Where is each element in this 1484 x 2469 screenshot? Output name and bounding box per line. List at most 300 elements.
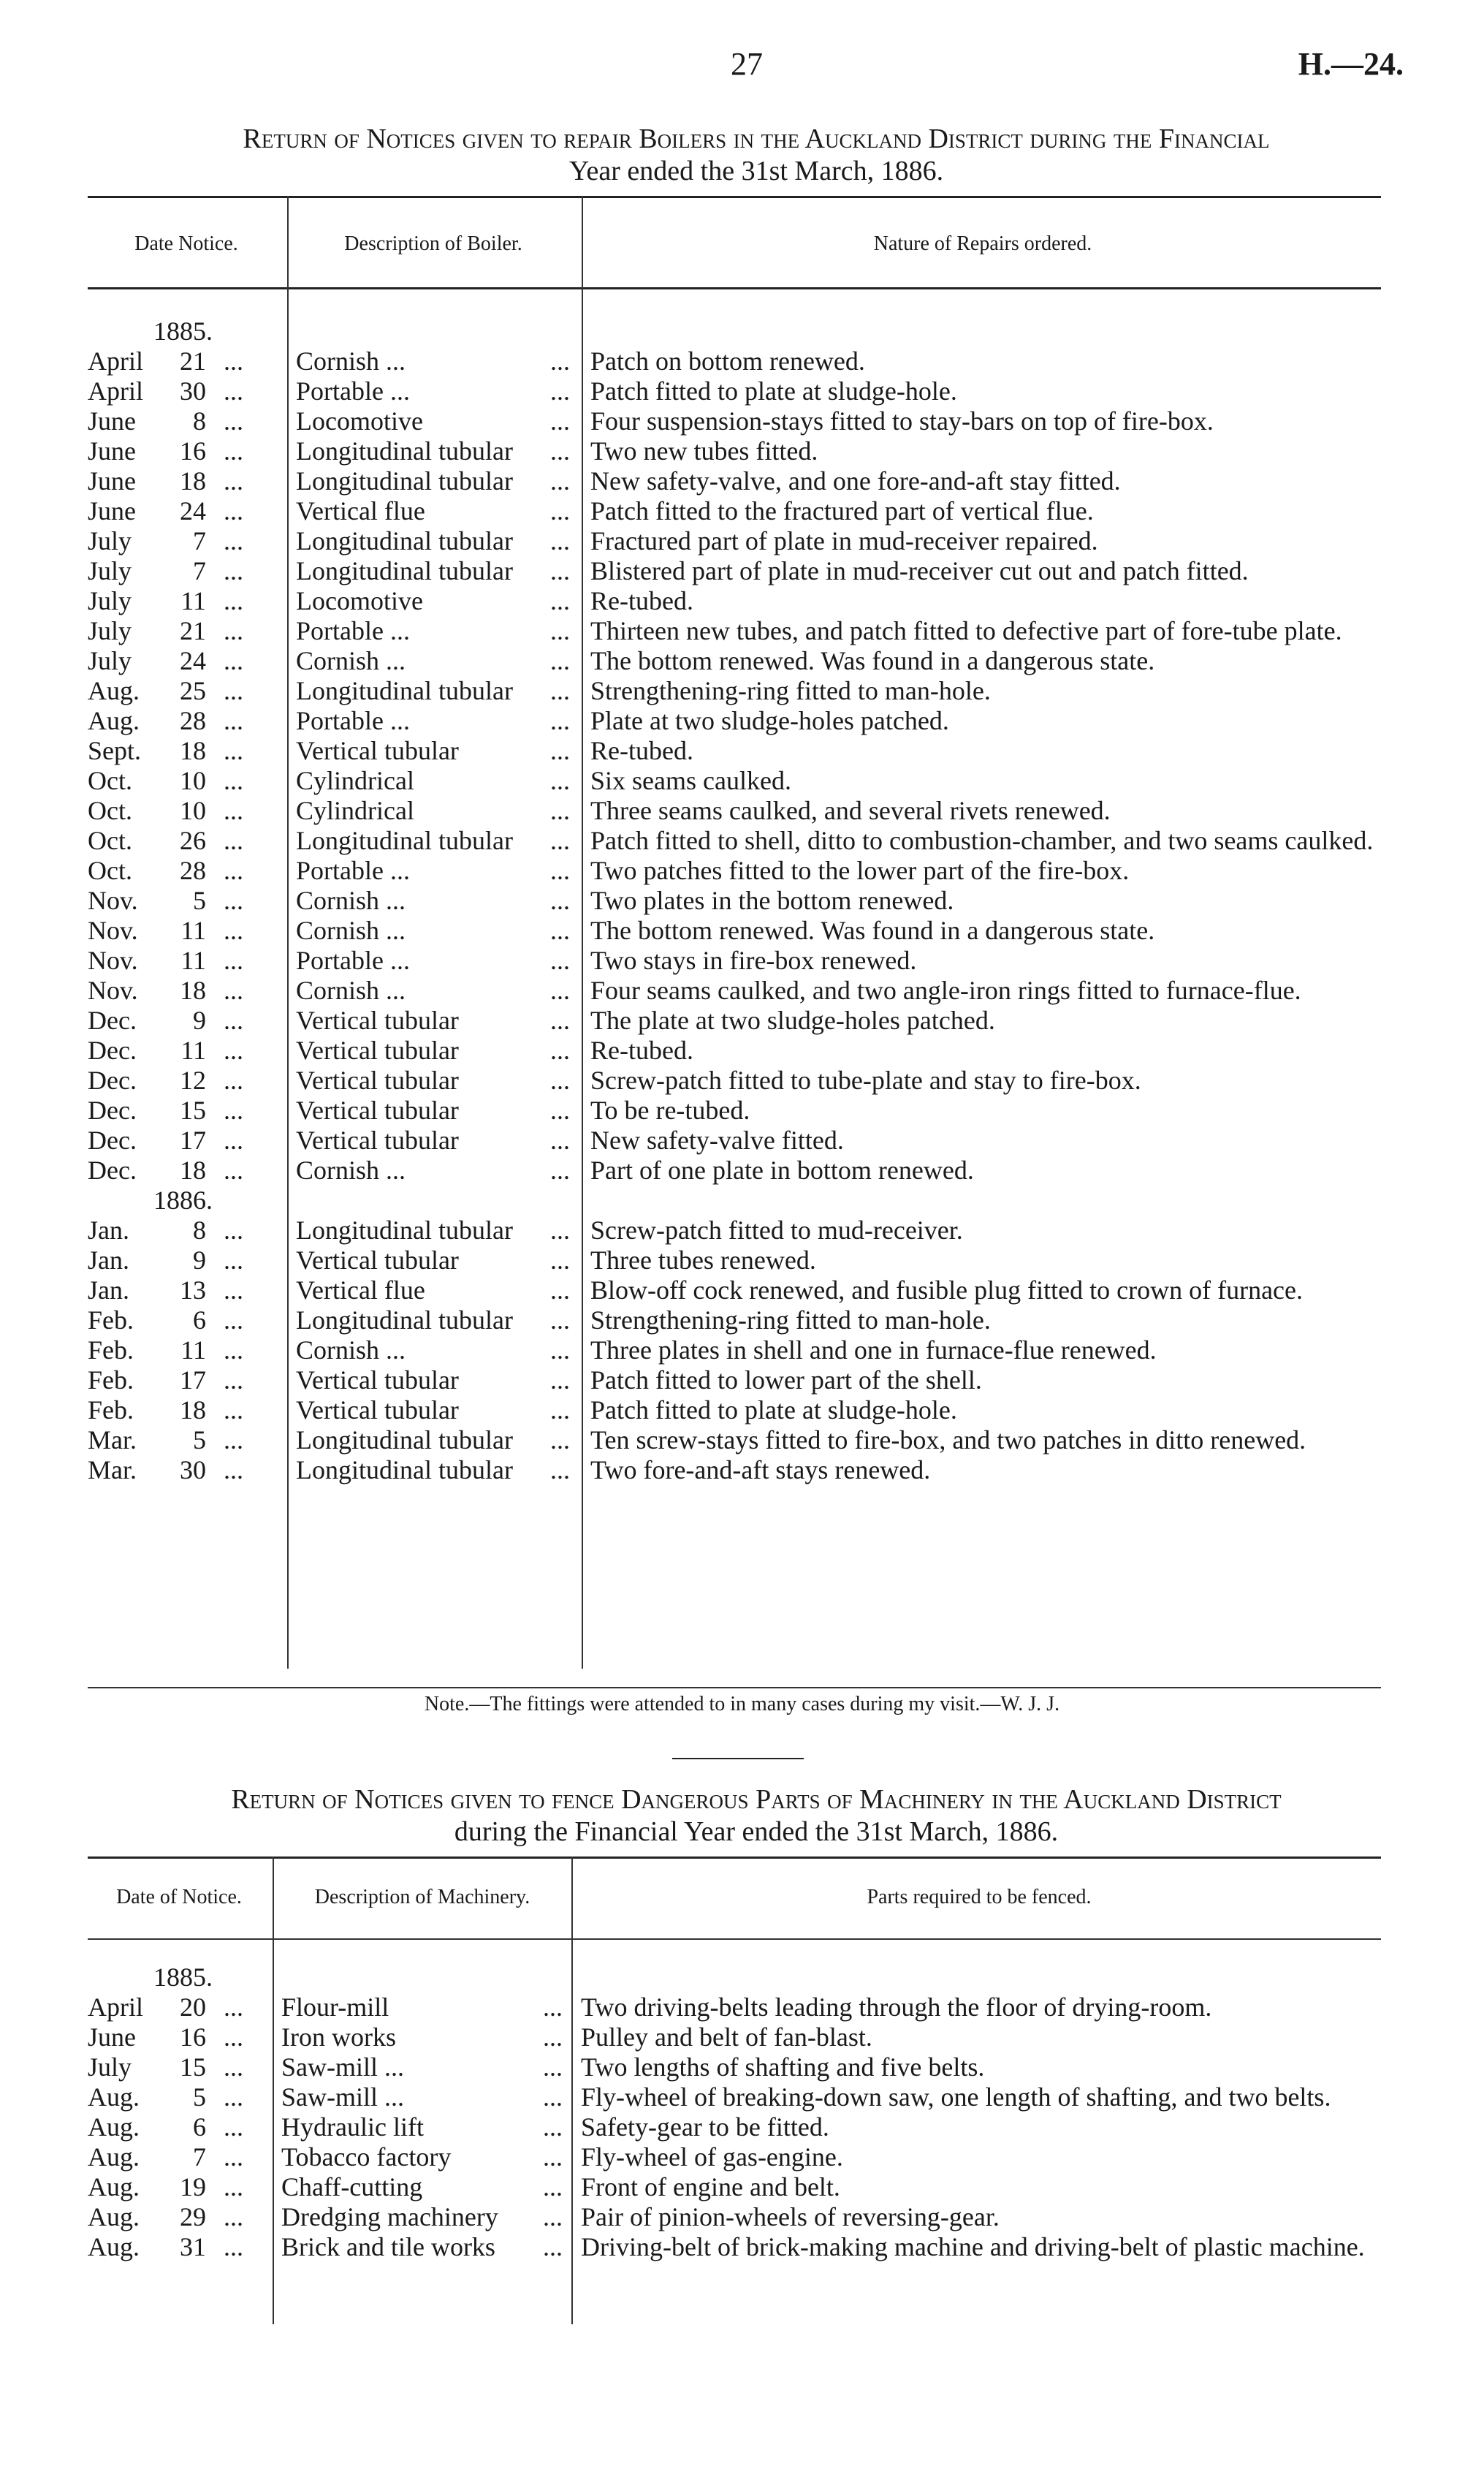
description [296, 976, 570, 1006]
table-row [88, 1126, 1381, 1156]
leader-dots: ... [543, 2142, 563, 2172]
repair-text: Pulley and belt of fan-blast. [581, 2022, 872, 2052]
date-month: Feb. [88, 1335, 134, 1365]
notice-date [88, 676, 278, 706]
date-day: 30 [180, 376, 206, 406]
notice-date [88, 856, 278, 886]
leader-dots: ... [543, 2232, 563, 2261]
date-day: 11 [180, 1036, 206, 1065]
table-row [88, 1365, 1381, 1395]
table-row [88, 1006, 1381, 1036]
table-row [88, 376, 1381, 406]
table-row [88, 1335, 1381, 1365]
date-day: 10 [180, 796, 206, 825]
leader-dots: ... [550, 1275, 570, 1305]
table-row [88, 2112, 1381, 2142]
leader-dots: ... [550, 1305, 570, 1335]
leader-dots: ... [550, 826, 570, 855]
description-text: Longitudinal tubular [296, 1455, 513, 1484]
table-row [88, 616, 1381, 646]
date-month: July [88, 646, 132, 675]
leader-dots: ... [224, 586, 243, 615]
table-row [88, 526, 1381, 556]
description [296, 376, 570, 406]
boilers-table [88, 196, 1381, 1694]
date-month: June [88, 466, 136, 496]
table-row [88, 916, 1381, 946]
leader-dots: ... [224, 2172, 243, 2201]
date-day: 31 [180, 2232, 206, 2261]
table-row [88, 1275, 1381, 1305]
table-row [88, 2172, 1381, 2202]
leader-dots: ... [550, 616, 570, 645]
date-month: Oct. [88, 856, 132, 885]
table-row [88, 1156, 1381, 1186]
leader-dots: ... [224, 736, 243, 765]
leader-dots: ... [543, 2112, 563, 2142]
description [296, 1395, 570, 1425]
description [296, 346, 570, 376]
leader-dots: ... [224, 1096, 243, 1125]
leader-dots: ... [543, 2082, 563, 2112]
leader-dots: ... [224, 1066, 243, 1095]
notice-date [88, 2022, 278, 2052]
notice-date [88, 616, 278, 646]
date-month: July [88, 616, 132, 645]
date-day: 5 [193, 886, 206, 915]
table-row [88, 796, 1381, 826]
leader-dots: ... [224, 1156, 243, 1185]
date-day: 15 [180, 1096, 206, 1125]
description [281, 2082, 563, 2112]
repair-text: Driving-belt of brick-making machine and driving-belt of plastic machine. [581, 2232, 1365, 2261]
description-text: Cornish ... [296, 916, 406, 945]
leader-dots: ... [224, 1395, 243, 1425]
description-text: Vertical tubular [296, 736, 459, 765]
leader-dots: ... [224, 346, 243, 376]
leader-dots: ... [550, 1455, 570, 1484]
repair-text: Two fore-and-aft stays renewed. [590, 1455, 931, 1484]
leader-dots: ... [543, 1992, 563, 2022]
machinery-title [110, 1783, 1403, 1848]
table-row [88, 2232, 1381, 2262]
leader-dots: ... [224, 2082, 243, 2112]
description [296, 1036, 570, 1066]
date-month: Feb. [88, 1395, 134, 1425]
leader-dots: ... [224, 946, 243, 975]
repair-text: Six seams caulked. [590, 766, 791, 795]
leader-dots: ... [224, 886, 243, 915]
leader-dots: ... [224, 2142, 243, 2172]
date-month: Aug. [88, 676, 140, 705]
year-heading: 1886. [153, 1186, 213, 1215]
table-row [88, 2142, 1381, 2172]
leader-dots: ... [224, 436, 243, 466]
leader-dots: ... [550, 586, 570, 615]
leader-dots: ... [550, 466, 570, 496]
repair-text: Screw-patch fitted to tube-plate and stay to fire-box. [590, 1066, 1141, 1095]
table-row [88, 1036, 1381, 1066]
notice-date [88, 1305, 278, 1335]
leader-dots: ... [550, 796, 570, 825]
date-day: 5 [193, 2082, 206, 2112]
notice-date [88, 1156, 278, 1186]
repair-text: Blow-off cock renewed, and fusible plug fitted to crown of furnace. [590, 1275, 1304, 1305]
leader-dots: ... [550, 346, 570, 376]
date-day: 12 [180, 1066, 206, 1095]
repair-text: Strengthening-ring fitted to man-hole. [590, 676, 991, 705]
notice-date [88, 916, 278, 946]
date-day: 18 [180, 736, 206, 765]
leader-dots: ... [224, 976, 243, 1005]
repair-text: The bottom renewed. Was found in a dangerous state. [590, 916, 1155, 945]
repair-text: Three seams caulked, and several rivets renewed. [590, 796, 1111, 825]
machinery-title-line1: Return of Notices given to fence Dangerous Parts of Machinery in the Auckland District [231, 1784, 1282, 1815]
description [296, 496, 570, 526]
description-text: Longitudinal tubular [296, 466, 513, 496]
machinery-col-parts: Parts required to be fenced. [867, 1886, 1092, 1908]
table-row [88, 436, 1381, 466]
notice-date [88, 706, 278, 736]
date-day: 19 [180, 2172, 206, 2201]
table-row [88, 976, 1381, 1006]
repair-text: Patch on bottom renewed. [590, 346, 865, 376]
leader-dots: ... [550, 376, 570, 406]
description-text: Locomotive [296, 586, 423, 615]
description [296, 1126, 570, 1156]
boilers-note: Note.—The fittings were attended to in many cases during my visit.—W. J. J. [424, 1693, 1060, 1715]
description [296, 406, 570, 436]
date-month: June [88, 436, 136, 466]
leader-dots: ... [543, 2052, 563, 2082]
repair-text: Re-tubed. [590, 1036, 693, 1065]
description-text: Cornish ... [296, 886, 406, 915]
description [296, 766, 570, 796]
repair-text: Three tubes renewed. [590, 1245, 816, 1275]
date-day: 26 [180, 826, 206, 855]
notice-date [88, 946, 278, 976]
description-text: Vertical flue [296, 496, 425, 526]
date-day: 17 [180, 1126, 206, 1155]
notice-date [88, 466, 278, 496]
date-day: 13 [180, 1275, 206, 1305]
repair-text: Screw-patch fitted to mud-receiver. [590, 1215, 963, 1245]
leader-dots: ... [550, 736, 570, 765]
description [281, 2202, 563, 2232]
description-text: Saw-mill ... [281, 2052, 404, 2082]
repair-text: Two lengths of shafting and five belts. [581, 2052, 985, 2082]
notice-date [88, 2202, 278, 2232]
leader-dots: ... [224, 796, 243, 825]
date-day: 17 [180, 1365, 206, 1395]
table-row [88, 856, 1381, 886]
date-day: 21 [180, 346, 206, 376]
repair-text: Patch fitted to lower part of the shell. [590, 1365, 982, 1395]
date-day: 16 [180, 2022, 206, 2052]
notice-date [88, 2112, 278, 2142]
notice-date [88, 2142, 278, 2172]
description-text: Vertical tubular [296, 1066, 459, 1095]
date-day: 18 [180, 466, 206, 496]
description [296, 736, 570, 766]
leader-dots: ... [550, 886, 570, 915]
description [296, 1305, 570, 1335]
description-text: Longitudinal tubular [296, 1305, 513, 1335]
table-row [88, 466, 1381, 496]
date-day: 20 [180, 1992, 206, 2022]
description-text: Cylindrical [296, 796, 414, 825]
date-day: 16 [180, 436, 206, 466]
leader-dots: ... [543, 2172, 563, 2201]
table-row [88, 556, 1381, 586]
table-row [88, 826, 1381, 856]
date-month: Feb. [88, 1305, 134, 1335]
date-day: 6 [193, 2112, 206, 2142]
description [296, 1365, 570, 1395]
table-row [88, 406, 1381, 436]
date-month: Aug. [88, 2232, 140, 2261]
date-month: July [88, 526, 132, 555]
table-row [88, 2082, 1381, 2112]
description [296, 646, 570, 676]
table-row [88, 2022, 1381, 2052]
date-day: 28 [180, 706, 206, 735]
description-text: Portable ... [296, 376, 410, 406]
description-text: Chaff-cutting [281, 2172, 423, 2201]
boilers-col-date: Date Notice. [134, 232, 238, 255]
description [296, 526, 570, 556]
description-text: Cylindrical [296, 766, 414, 795]
leader-dots: ... [224, 2112, 243, 2142]
leader-dots: ... [224, 466, 243, 496]
date-month: Dec. [88, 1096, 137, 1125]
description [296, 1455, 570, 1485]
description-text: Portable ... [296, 616, 410, 645]
table-row [88, 736, 1381, 766]
date-day: 28 [180, 856, 206, 885]
leader-dots: ... [224, 826, 243, 855]
date-month: Feb. [88, 1365, 134, 1395]
machinery-col-date: Date of Notice. [116, 1886, 242, 1908]
leader-dots: ... [224, 1275, 243, 1305]
notice-date [88, 826, 278, 856]
description-text: Portable ... [296, 946, 410, 975]
leader-dots: ... [224, 1335, 243, 1365]
table-row [88, 2202, 1381, 2232]
leader-dots: ... [224, 556, 243, 585]
repair-text: Two plates in the bottom renewed. [590, 886, 954, 915]
description-text: Vertical tubular [296, 1126, 459, 1155]
description-text: Vertical tubular [296, 1006, 459, 1035]
notice-date [88, 2082, 278, 2112]
description-text: Longitudinal tubular [296, 1425, 513, 1455]
description [296, 856, 570, 886]
machinery-col-description: Description of Machinery. [314, 1886, 530, 1908]
repair-text: Four seams caulked, and two angle-iron rings fitted to furnace-flue. [590, 976, 1301, 1005]
description-text: Vertical tubular [296, 1036, 459, 1065]
page-number: 27 [731, 46, 763, 82]
notice-date [88, 736, 278, 766]
date-month: April [88, 376, 143, 406]
description [296, 706, 570, 736]
leader-dots: ... [224, 766, 243, 795]
description-text: Cornish ... [296, 1335, 406, 1365]
date-month: Mar. [88, 1425, 137, 1455]
date-month: April [88, 1992, 143, 2022]
description [296, 1275, 570, 1305]
date-day: 24 [180, 496, 206, 526]
description-text: Vertical tubular [296, 1365, 459, 1395]
notice-date [88, 406, 278, 436]
description [296, 946, 570, 976]
notice-date [88, 886, 278, 916]
table-row [88, 706, 1381, 736]
date-month: Dec. [88, 1126, 137, 1155]
year-heading: 1885. [153, 1962, 213, 1992]
leader-dots: ... [224, 526, 243, 555]
leader-dots: ... [550, 856, 570, 885]
repair-text: New safety-valve, and one fore-and-aft stay fitted. [590, 466, 1121, 496]
repair-text: Fly-wheel of breaking-down saw, one length of shafting, and two belts. [581, 2082, 1331, 2112]
description-text: Saw-mill ... [281, 2082, 404, 2112]
date-month: Jan. [88, 1245, 129, 1275]
table-row [88, 1096, 1381, 1126]
description [296, 1006, 570, 1036]
date-month: Jan. [88, 1275, 129, 1305]
date-month: Oct. [88, 766, 132, 795]
description [296, 466, 570, 496]
notice-date [88, 1006, 278, 1036]
date-day: 7 [193, 556, 206, 585]
repair-text: Blistered part of plate in mud-receiver cut out and patch fitted. [590, 556, 1249, 585]
notice-date [88, 1275, 278, 1305]
repair-text: Fly-wheel of gas-engine. [581, 2142, 843, 2172]
date-month: April [88, 346, 143, 376]
date-month: Aug. [88, 2082, 140, 2112]
year-heading: 1885. [153, 316, 213, 346]
repair-text: Patch fitted to plate at sludge-hole. [590, 1395, 957, 1425]
notice-date [88, 2052, 278, 2082]
leader-dots: ... [550, 526, 570, 555]
date-month: July [88, 556, 132, 585]
date-month: July [88, 2052, 132, 2082]
leader-dots: ... [550, 1425, 570, 1455]
description [281, 2232, 563, 2262]
date-day: 29 [180, 2202, 206, 2231]
date-month: Dec. [88, 1006, 137, 1035]
description-text: Dredging machinery [281, 2202, 498, 2231]
notice-date [88, 1066, 278, 1096]
page-code: H.—24. [1298, 46, 1404, 82]
notice-date [88, 1126, 278, 1156]
description-text: Cornish ... [296, 346, 406, 376]
date-day: 11 [180, 586, 206, 615]
leader-dots: ... [224, 916, 243, 945]
leader-dots: ... [550, 1066, 570, 1095]
description-text: Vertical tubular [296, 1395, 459, 1425]
description [281, 2052, 563, 2082]
leader-dots: ... [550, 976, 570, 1005]
description [296, 796, 570, 826]
date-month: Sept. [88, 736, 142, 765]
description-text: Portable ... [296, 856, 410, 885]
date-day: 8 [193, 406, 206, 436]
repair-text: Re-tubed. [590, 736, 693, 765]
notice-date [88, 436, 278, 466]
description-text: Vertical flue [296, 1275, 425, 1305]
notice-date [88, 346, 278, 376]
table-row [88, 1395, 1381, 1425]
description-text: Cornish ... [296, 976, 406, 1005]
date-day: 11 [180, 916, 206, 945]
notice-date [88, 2232, 278, 2262]
date-month: June [88, 496, 136, 526]
date-day: 18 [180, 1395, 206, 1425]
notice-date [88, 1395, 278, 1425]
repair-text: The plate at two sludge-holes patched. [590, 1006, 995, 1035]
leader-dots: ... [224, 2022, 243, 2052]
table-row [88, 586, 1381, 616]
table-row [88, 766, 1381, 796]
notice-date [88, 1335, 278, 1365]
table-row [88, 346, 1381, 376]
leader-dots: ... [224, 676, 243, 705]
date-day: 7 [193, 2142, 206, 2172]
leader-dots: ... [224, 1305, 243, 1335]
description [281, 2142, 563, 2172]
date-month: Nov. [88, 976, 138, 1005]
date-day: 9 [193, 1006, 206, 1035]
date-month: July [88, 586, 132, 615]
description [296, 676, 570, 706]
repair-text: Safety-gear to be fitted. [581, 2112, 829, 2142]
repair-text: Four suspension-stays fitted to stay-bars on top of fire-box. [590, 406, 1214, 436]
repair-text: Re-tubed. [590, 586, 693, 615]
date-month: Aug. [88, 2142, 140, 2172]
description-text: Flour-mill [281, 1992, 389, 2022]
description-text: Longitudinal tubular [296, 436, 513, 466]
notice-date [88, 1215, 278, 1245]
description [296, 886, 570, 916]
notice-date [88, 526, 278, 556]
description [296, 436, 570, 466]
date-day: 24 [180, 646, 206, 675]
table-row [88, 1245, 1381, 1275]
description-text: Hydraulic lift [281, 2112, 424, 2142]
description [281, 2172, 563, 2202]
description-text: Longitudinal tubular [296, 676, 513, 705]
leader-dots: ... [550, 766, 570, 795]
description-text: Brick and tile works [281, 2232, 495, 2261]
notice-date [88, 1992, 278, 2022]
boilers-title-line1: Return of Notices given to repair Boilers in the Auckland District during the Financial [243, 124, 1270, 154]
description [296, 1156, 570, 1186]
description-text: Longitudinal tubular [296, 1215, 513, 1245]
notice-date [88, 556, 278, 586]
leader-dots: ... [224, 1365, 243, 1395]
leader-dots: ... [224, 1425, 243, 1455]
notice-date [88, 1096, 278, 1126]
leader-dots: ... [224, 406, 243, 436]
machinery-rows [88, 1962, 1381, 2262]
date-day: 7 [193, 526, 206, 555]
repair-text: Front of engine and belt. [581, 2172, 840, 2201]
date-month: Nov. [88, 916, 138, 945]
boilers-title-line2: Year ended the 31st March, 1886. [568, 156, 944, 186]
leader-dots: ... [224, 376, 243, 406]
leader-dots: ... [550, 1126, 570, 1155]
leader-dots: ... [224, 496, 243, 526]
